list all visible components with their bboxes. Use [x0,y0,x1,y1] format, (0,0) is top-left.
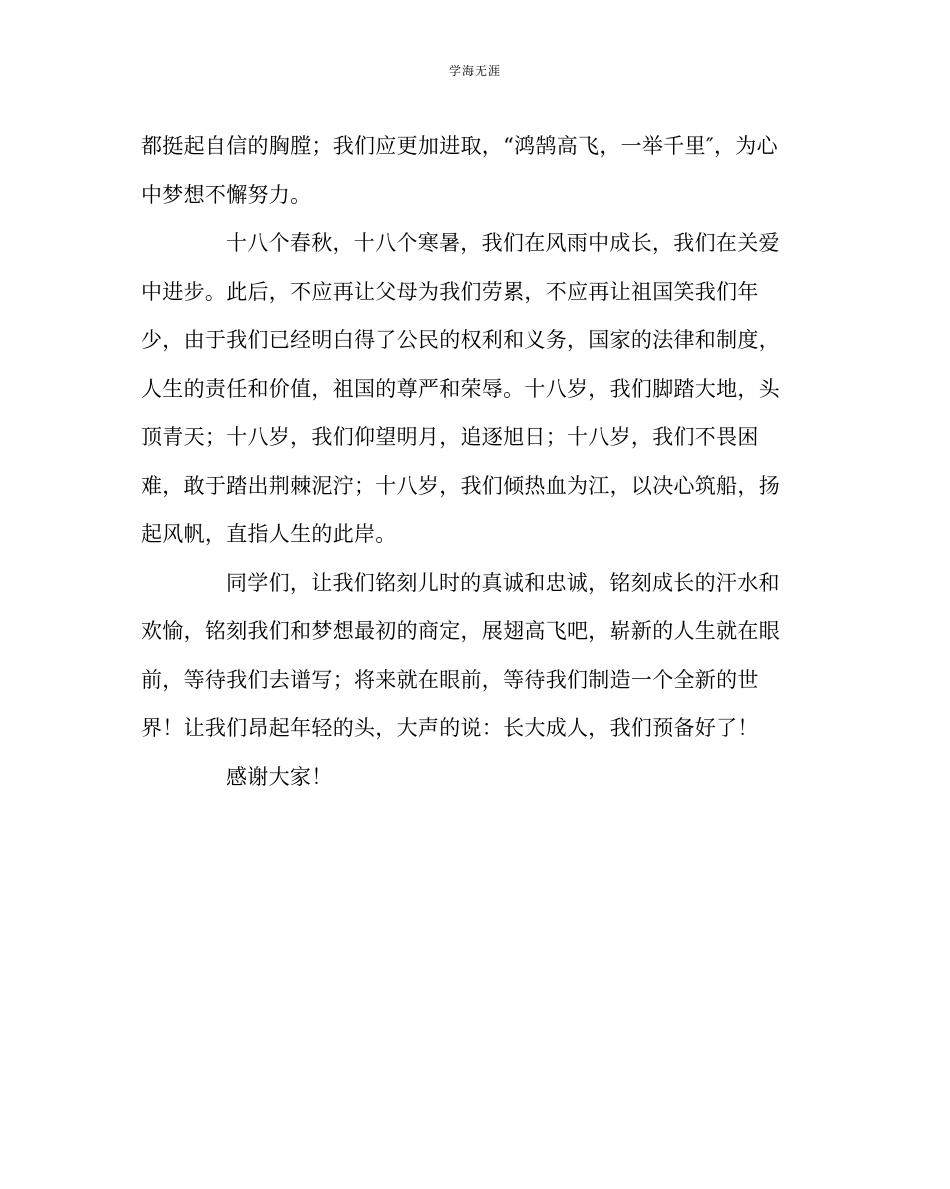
closing-line: 感谢大家！ [226,764,333,789]
paragraph-line: 十八个春秋，十八个寒暑，我们在风雨中成长，我们在关爱 [226,231,780,255]
document-body [141,126,809,805]
paragraph-line: 界！让我们昂起年轻的头，大声的说：长大成人，我们预备好了！ [141,716,759,740]
paragraph-line: 前，等待我们去谱写；将来就在眼前，等待我们制造一个全新的世 [141,667,759,692]
paragraph-line: 起风帆，直指人生的此岸。 [141,522,397,546]
paragraph-line: 少，由于我们已经明白得了公民的权利和义务，国家的法律和制度， [141,328,780,352]
paragraph-line: 顶青天；十八岁，我们仰望明月，追逐旭日；十八岁，我们不畏困 [141,425,759,449]
paragraph-line: 欢愉，铭刻我们和梦想最初的商定，展翅高飞吧，崭新的人生就在眼 [141,619,780,643]
paragraph-line: 难，敢于踏出荆棘泥泞；十八岁，我们倾热血为江，以决心筑船，扬 [141,473,780,498]
paragraph-line: 中梦想不懈努力。 [141,182,312,207]
page-header: 学海无涯 [448,64,501,78]
paragraph-line: 同学们，让我们铭刻儿时的真诚和忠诚，铭刻成长的汗水和 [226,570,780,595]
paragraph-line: 中进步。此后，不应再让父母为我们劳累，不应再让祖国笑我们年 [141,279,759,304]
paragraph-line: 人生的责任和价值，祖国的尊严和荣辱。十八岁，我们脚踏大地，头 [141,376,780,401]
paragraph-line: 都挺起自信的胸膛；我们应更加进取，“鸿鹄高飞，一举千里″，为心 [141,134,778,158]
